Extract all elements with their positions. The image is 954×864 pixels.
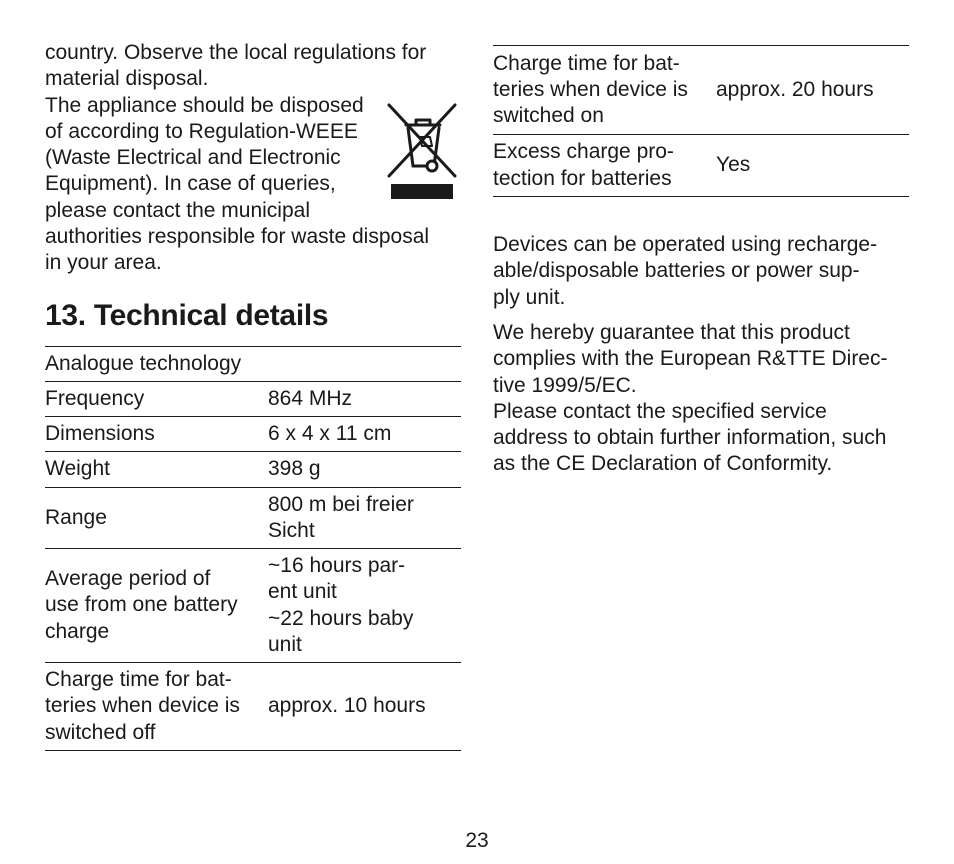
text-line: material disposal. [45,67,209,91]
text-line: please contact the municipal [45,198,310,222]
cell-text: switched on [493,104,604,128]
cell-label [493,46,716,135]
table-row [45,452,461,488]
table-row [493,46,909,135]
cell-value [268,549,461,663]
disposal-paragraph [45,40,429,277]
cell-label [45,488,268,549]
cell-text: switched off [45,720,156,744]
table-row [45,347,461,382]
text-line: Please contact the specified service [493,399,827,423]
cell-value [268,382,461,417]
cell-label [45,382,268,417]
table-row [45,663,461,751]
power-supply-paragraph [493,232,877,311]
cell-text: teries when device is [493,77,688,101]
text-line: ply unit. [493,285,566,309]
cell-value [716,135,909,197]
text-line: able/disposable batteries or power sup- [493,259,860,283]
table-row [45,549,461,663]
cell-label [45,549,268,663]
text-line: Equipment). In case of queries, [45,172,336,196]
cell-text: Dimensions [45,421,155,445]
cell-text: ~22 hours baby [268,606,414,630]
cell-text: Sicht [268,519,315,542]
cell-text: approx. 20 hours [716,77,874,101]
cell-text: 6 x 4 x 11 cm [268,421,392,445]
cell-label [45,417,268,452]
text-line: tive 1999/5/EC. [493,373,637,397]
cell-text: Range [45,505,107,529]
technical-details-table-continued [493,45,909,197]
conformity-paragraph [493,320,887,478]
text-line: The appliance should be disposed [45,93,364,117]
cell-value [268,452,461,488]
cell-text: Frequency [45,386,145,410]
cell-text: Average period of [45,567,211,591]
text-line: Devices can be operated using recharge- [493,233,878,256]
cell-value [268,488,461,549]
page-number: 23 [465,829,489,852]
weee-bin-icon [386,102,458,200]
cell-value [268,663,461,751]
text-line: in your area. [45,251,162,275]
text-line: authorities responsible for waste disposal [45,225,430,249]
cell-text: Charge time for bat- [45,668,232,692]
cell-text: Yes [716,153,751,177]
cell-text: ~16 hours par- [268,553,406,577]
cell-text: tection for batteries [493,166,672,190]
cell-text: approx. 10 hours [268,694,426,718]
cell-text: Charge time for bat- [493,51,680,75]
cell-text: teries when device is [45,694,240,718]
text-line: as the CE Declaration of Conformity. [493,452,833,476]
table-row [493,135,909,197]
cell-text: 800 m bei freier [268,492,414,516]
text-line: (Waste Electrical and Electronic [45,146,341,170]
section-heading: 13. Technical details [45,299,329,332]
cell-text: Analogue technology [45,351,242,375]
text-line: address to obtain further information, such [493,426,887,450]
cell-label [45,663,268,751]
text-line: of according to Regulation-WEEE [45,119,358,143]
cell-text: charge [45,619,110,643]
cell-text: use from one battery [45,593,238,617]
cell-label [493,135,716,197]
cell-value [268,417,461,452]
cell-value [716,46,909,135]
technical-details-table [45,346,461,751]
table-row [45,382,461,417]
text-line: country. Observe the local regulations for [45,41,427,64]
text-line: complies with the European R&TTE Direc- [493,347,888,371]
cell-label [45,347,461,382]
cell-text: 398 g [268,457,321,481]
cell-text: Excess charge pro- [493,140,674,164]
text-line: We hereby guarantee that this product [493,321,850,344]
table-row [45,488,461,549]
table-row [45,417,461,452]
cell-label [45,452,268,488]
cell-text: Weight [45,457,110,481]
cell-text: ent unit [268,580,337,604]
cell-text: 864 MHz [268,386,353,410]
cell-text: unit [268,632,302,656]
